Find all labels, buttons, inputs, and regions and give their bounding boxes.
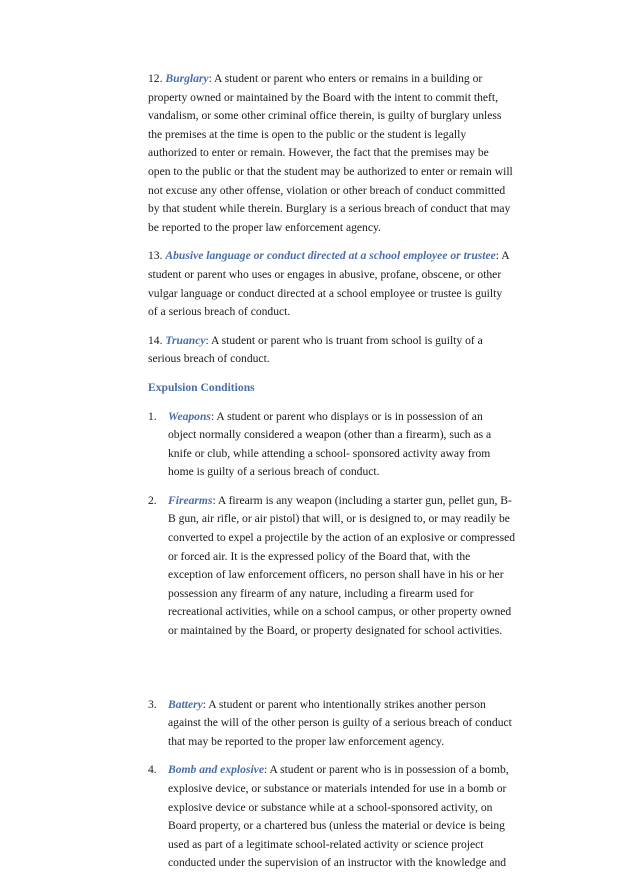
paragraph-line: by that student while therein. Burglary is a serious breach of conduct that may (148, 202, 511, 216)
paragraph-line (148, 332, 548, 351)
page-spacer (148, 651, 548, 696)
paragraph-line: converted to expel a projectile by the action of an explosive or compressed (168, 531, 516, 545)
condition-body (168, 696, 548, 752)
paragraph-line: Board property, or a chartered bus (unless the material or device is being (168, 819, 505, 833)
paragraph-line: serious breach of conduct. (148, 352, 270, 366)
paragraph-line: or forced air. It is the expressed policy of the Board that, with the (168, 549, 471, 563)
numbered-items (148, 70, 548, 369)
conduct-paragraph (148, 70, 548, 237)
paragraph-line: object normally considered a weapon (other than a firearm), such as a (168, 428, 492, 442)
item-term: Abusive language or conduct directed at a school employee or trustee (165, 249, 496, 263)
condition-item (148, 761, 548, 873)
paragraph-line: of a serious breach of conduct. (148, 305, 291, 319)
paragraph-line: authorized to enter or remain. However, the fact that the premises may be (148, 146, 489, 160)
paragraph-line: property owned or maintained by the Board with the intent to commit theft, (148, 90, 498, 104)
paragraph-line: exception of law enforcement officers, no person shall have in his or her (168, 568, 504, 582)
paragraph-line: or maintained by the Board, or property designated for school activities. (168, 624, 503, 638)
paragraph-line: used as part of a legitimate school-related activity or science project (168, 837, 484, 851)
condition-body (168, 492, 548, 641)
condition-item (148, 492, 548, 641)
item-term: Truancy (165, 333, 206, 347)
paragraph-line: possession any firearm of any nature, including a firearm used for (168, 586, 474, 600)
section-heading: Expulsion Conditions (148, 380, 255, 394)
condition-text: : A student or parent who intentionally strikes another person (202, 697, 486, 711)
item-text: : A student or parent who is truant from school is guilty of a (205, 333, 483, 347)
condition-item (148, 696, 548, 752)
condition-number: 4. (148, 763, 157, 777)
condition-text: : A student or parent who is in possession of a bomb, (263, 763, 509, 777)
paragraph-line (148, 247, 548, 266)
condition-number: 1. (148, 409, 157, 423)
paragraph-line: explosive device, or substance or materials intended for use in a bomb or (168, 782, 507, 795)
paragraph-line: that may be reported to the proper law enforcement agency. (168, 734, 445, 748)
conduct-paragraph (148, 332, 548, 369)
condition-number: 3. (148, 697, 157, 711)
paragraph-line: knife or club, while attending a school- sponsored activity away from (168, 446, 491, 460)
item-term: Burglary (165, 72, 209, 85)
paragraph-line: home is guilty of a serious breach of conduct. (168, 465, 380, 479)
item-text: : A (495, 249, 510, 263)
condition-body (168, 408, 548, 482)
paragraph-line (148, 70, 548, 89)
condition-number: 2. (148, 493, 157, 507)
paragraph-line: explosive device or substance while at a school-sponsored activity, on (168, 800, 493, 814)
condition-term: Weapons (168, 409, 211, 423)
condition-text: : A student or parent who displays or is in possession of an (210, 409, 483, 423)
paragraph-line (168, 492, 548, 511)
condition-term: Bomb and explosive (168, 763, 264, 777)
paragraph-line: open to the public or that the student may be authorized to enter or remain will (148, 164, 513, 178)
paragraph-line: against the will of the other person is guilty of a serious breach of conduct (168, 716, 512, 730)
paragraph-line: not excuse any other offense, violation or other breach of conduct committed (148, 183, 506, 197)
paragraph-line: B gun, air rifle, or air pistol) that will, or is designed to, or may readily be (168, 512, 510, 526)
paragraph-line: vulgar language or conduct directed at a school employee or trustee is guilty (148, 286, 503, 300)
paragraph-line: vandalism, or some other criminal office therein, is guilty of burglary unless (148, 109, 502, 123)
paragraph-line (168, 408, 548, 427)
paragraph-line: recreational activities, while on a school campus, or other property owned (168, 605, 512, 619)
condition-body (168, 761, 548, 873)
item-number: 14. (148, 333, 166, 347)
condition-text: : A firearm is any weapon (including a starter gun, pellet gun, B- (212, 493, 512, 507)
expulsion-conditions-list (148, 408, 548, 873)
paragraph-line (168, 761, 548, 780)
condition-term: Firearms (168, 493, 213, 507)
condition-term: Battery (168, 697, 203, 711)
paragraph-line (168, 696, 548, 715)
paragraph-line: the premises at the time is open to the public or the student is legally (148, 127, 467, 141)
condition-item (148, 408, 548, 482)
paragraph-line: conducted under the supervision of an instructor with the knowledge and (168, 856, 507, 870)
paragraph-line: student or parent who uses or engages in abusive, profane, obscene, or other (148, 267, 502, 281)
item-text: : A student or parent who enters or remains in a building or (208, 72, 483, 85)
item-number: 12. (148, 72, 166, 85)
paragraph-line: be reported to the proper law enforcement agency. (148, 220, 381, 234)
conduct-paragraph (148, 247, 548, 321)
item-number: 13. (148, 249, 166, 263)
